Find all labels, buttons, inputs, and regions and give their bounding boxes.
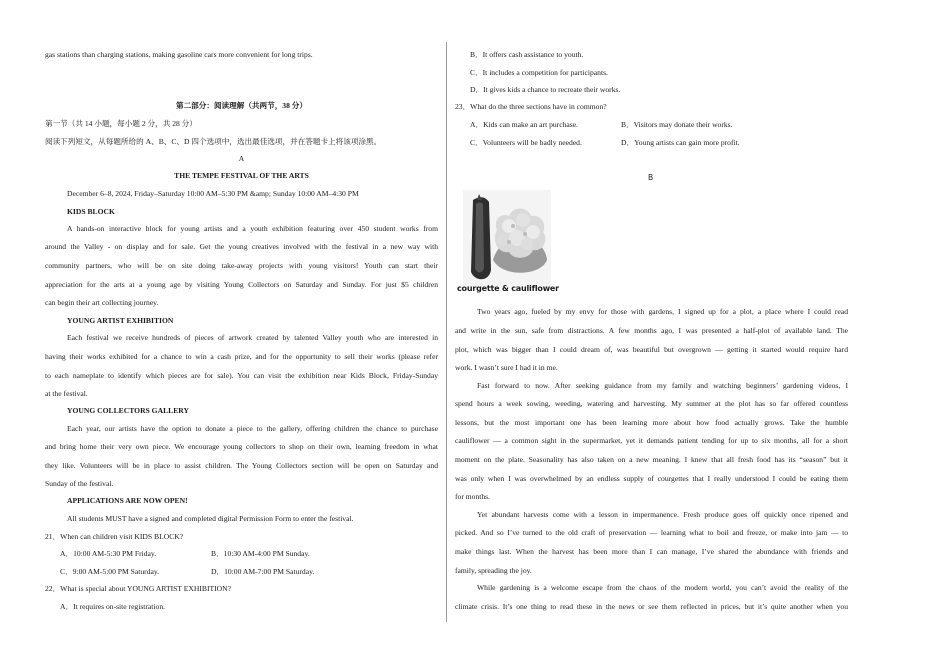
festival-dates: December 6–8, 2024, Friday–Saturday 10:00 AM–5:30 PM &amp; Sunday 10:00 AM–4:30 PM [67,189,359,198]
kids-line: can begin their art collecting journey. [45,298,159,307]
kids-line: around the Valley - on display and for sale. Get the young creatives involved with the festival in a new way with [45,242,438,251]
p2-line: Fast forward to now. After seeking guidance from my family and watching beginners’ gardening videos, I [477,381,848,390]
passage-letter-b: B [648,173,654,182]
question-22: 22．What is special about YOUNG ARTIST EXHIBITION? [45,584,231,593]
q21-option-b: B．10:30 AM-4:00 PM Sunday. [211,549,310,558]
collectors-line: Each year, our artists have the option to donate a piece to the gallery, offering children the chance to purchase [67,424,438,433]
p2-line: spend hours a week sowing, weeding, watering and harvesting. My summer at the plot has so far offered countless [455,399,848,408]
q23-option-b: B．Visitors may donate their works. [621,120,733,129]
youth-line: to each nameplate to identify which pieces are for sale). You can visit the exhibition near Kids Block, Friday-Sunday [45,371,438,380]
instructions: 阅读下列短文，从每题所给的 A、B、C、D 四个选项中，选出最佳选项，并在答题卡上将该项涂黑。 [45,137,382,146]
p3-line: make things last. When the harvest has been more than I can manage, I’ve shared the abundance with friends and [455,547,848,556]
p2-line: lessons, but the most important one has been learning more about how food actually grows. Take the humble [455,418,848,427]
section-subtitle: 第一节（共 14 小题，每小题 2 分，共 28 分） [45,119,197,128]
q21-option-a: A．10:00 AM-5:30 PM Friday. [60,549,157,558]
heading-young-artist: YOUNG ARTIST EXHIBITION [67,316,174,325]
q22-option-c: C．It includes a competition for participants. [470,68,608,77]
collectors-line: and bring home their very own piece. We encourage young collectors to shop on their own, learning freedom in what [45,442,438,451]
youth-line: Each festival we receive hundreds of pieces of artwork created by talented Valley youth who are interested in [67,333,438,342]
continuation-line: gas stations than charging stations, making gasoline cars more convenient for long trips. [45,50,313,59]
q22-option-b: B．It offers cash assistance to youth. [470,50,584,59]
youth-line: having their works exhibited for a chance to win a cash prize, and for the opportunity to sell their works (please refer [45,352,438,361]
heading-applications: APPLICATIONS ARE NOW OPEN! [67,496,188,505]
p2-line: was only when I was overwhelmed by an endless supply of courgettes that I really understood I could be eating them [455,474,848,483]
q21-option-c: C．9:00 AM-5:00 PM Saturday. [60,567,160,576]
passage-title: THE TEMPE FESTIVAL OF THE ARTS [174,171,309,180]
p4-line: climate crisis. It’s one thing to read these in the news or see them reflected in prices, but it’s quite another when you [455,602,848,611]
q23-option-c: C．Volunteers will be badly needed. [470,138,582,147]
q22-option-a: A．It requires on-site registration. [60,602,166,611]
photo-caption: courgette & cauliflower [457,284,559,293]
passage-letter-a: A [238,154,245,163]
p3-line: picked. And so I’ve turned to the old craft of preservation — learning what to boil and freeze, or make into jam — to [455,528,848,537]
youth-line: at the festival. [45,389,88,398]
p2-line: cauliflower — a common sight in the supermarket, yet it demands patient tending for up to six months, all for a short [455,436,848,445]
p3-line: family, spreading the joy. [455,566,532,575]
q23-option-d: D．Young artists can gain more profit. [621,138,740,147]
collectors-line: they like. Volunteers will be in place to assist children. The Young Collectors section will be open on Saturday and [45,461,438,470]
question-23: 23．What do the three sections have in common? [455,102,607,111]
q23-option-a: A．Kids can make an art purchase. [470,120,578,129]
kids-line: appreciation for the arts at a young age by visiting Young Collectors on Saturday and Sunday. For just $5 children [45,280,438,289]
p1-line: Two years ago, fueled by my envy for those with gardens, I signed up for a plot, a place where I could read [477,307,848,316]
p3-line: Yet abundant harvests come with a lesson in impermanence. Fresh produce goes off quickly once ripened and [477,510,848,519]
p2-line: moment on the plate. Seasonality has also taken on a new meaning. I knew that all fresh food has its “season” but it [455,455,848,464]
collectors-line: Sunday of the festival. [45,479,114,488]
p2-line: for months. [455,492,491,501]
kids-line: A hands-on interactive block for young artists and a youth exhibition featuring over 450 student works from [67,224,438,233]
applications-text: All students MUST have a signed and completed digital Permission Form to enter the festival. [67,514,354,523]
q22-option-d: D．It gives kids a chance to recreate their works. [470,85,621,94]
p4-line: While gardening is a welcome escape from the chaos of the modern world, you can’t avoid the reality of the [477,583,848,592]
p1-line: work. I wasn’t sure I had it in me. [455,363,558,372]
question-21: 21．When can children visit KIDS BLOCK? [45,532,184,541]
courgette-cauliflower-photo [463,190,551,288]
p1-line: plot, which was bigger than I could dream of, was beautiful but overgrown — getting it started would require hard [455,345,848,354]
heading-young-collectors: YOUNG COLLECTORS GALLERY [67,406,189,415]
kids-line: community partners, who will be on site doing take-away projects with young visitors! Youth can start their [45,261,438,270]
section-title: 第二部分：阅读理解（共两节，38 分） [176,101,307,110]
heading-kids-block: KIDS BLOCK [67,207,115,216]
q21-option-d: D．10:00 AM-7:00 PM Saturday. [211,567,315,576]
column-divider [446,42,447,622]
p1-line: and write in the sun, safe from distractions. A few months ago, I was presented a half-plot of available land. The [455,326,848,335]
